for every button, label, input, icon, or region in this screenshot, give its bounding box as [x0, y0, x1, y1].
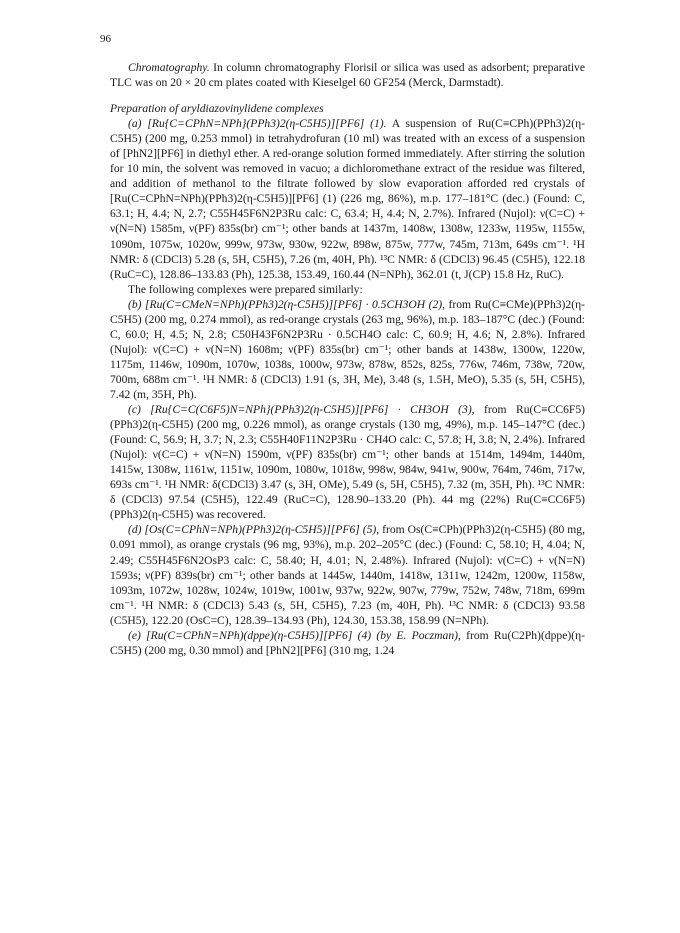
- entry-b-text: from Ru(C≡CMe)(PPh3)2(η-C5H5) (200 mg, 0.274 mmol), as red-orange crystals (263 mg, 96%), m.p. 183–187°C (dec.) (Found: C, 60.0; H, 4.5; N, 2.8; C50H43F6N2P3Ru · 0.5CH4O calc: C, 60.9; H, 4.6; N, 2.8%). Infrared (Nujol): ν(C=C) + ν(N=N) 1608m; ν(PF) 835s(br) cm⁻¹; other bands at 1438w, 1300w, 1220w, 1175m, 1146w, 1090m, 1070w, 1038s, 1000w, 973w, 878w, 852s, 825s, 776w, 746m, 738w, 720w, 700m, 688m cm⁻¹. ¹H NMR: δ (CDCl3) 1.91 (s, 3H, Me), 3.48 (s, 1.5H, MeO), 5.35 (s, 5H, C5H5), 7.42 (m, 35H, Ph).: [110, 297, 585, 401]
- chromatography-paragraph: [110, 60, 585, 90]
- entry-e-text: from Ru(C2Ph)(dppe)(η-C5H5) (200 mg, 0.30 mmol) and [PhN2][PF6] (310 mg, 1.24: [110, 628, 585, 657]
- entry-b-label: (b) [Ru(C=CMeN=NPh)(PPh3)2(η-C5H5)][PF6] · 0.5CH3OH (2),: [128, 297, 446, 311]
- entry-d-text: from Os(C≡CPh)(PPh3)2(η-C5H5) (80 mg, 0.091 mmol), as orange crystals (96 mg, 93%), m.p. 202–205°C (dec.) (Found: C, 58.10; H, 4.04; N, 2.49; C55H45F6N2OsP3 calc: C, 58.40; H, 4.01; N, 2.48%). Infrared (Nujol): ν(C=C) + ν(N=N) 1593s; ν(PF) 839s(br) cm⁻¹; other bands at 1445w, 1440m, 1418w, 1311w, 1242m, 1200w, 1158w, 1093m, 1072w, 1028w, 1024w, 1019w, 1001w, 937w, 922w, 907w, 779w, 752w, 748w, 718m, 699m cm⁻¹. ¹H NMR: δ (CDCl3) 5.43 (s, 5H, C5H5), 7.23 (m, 40H, Ph). ¹³C NMR: δ (CDCl3) 93.58 (C5H5), 122.20 (OsC=C), 128.39–134.93 (Ph), 124.30, 153.38, 158.99 (N=NPh).: [110, 523, 585, 627]
- entry-intro-text: The following complexes were prepared similarly:: [128, 282, 363, 296]
- entry-c-text: from Ru(C≡CC6F5)(PPh3)2(η-C5H5) (200 mg, 0.226 mmol), as orange crystals (130 mg, 49%), m.p. 145–147°C (dec.) (Found: C, 56.9; H, 3.7; N, 2.3; C55H40F11N2P3Ru · CH4O calc: C, 57.8; H, 3.8; N, 2.4%). Infrared (Nujol): ν(C=C) + ν(N=N) 1590m, ν(PF) 835s(br) cm⁻¹; other bands at 1514m, 1494m, 1440m, 1415w, 1308w, 1161w, 1151w, 1090m, 1080w, 1018w, 998w, 984w, 941w, 900w, 764m, 746m, 717w, 693s cm⁻¹. ¹H NMR: δ(CDCl3) 3.47 (s, 3H, OMe), 5.49 (s, 5H, C5H5), 7.32 (m, 35H, Ph). ¹³C NMR: δ (CDCl3) 97.54 (C5H5), 122.49 (RuC=C), 128.90–133.20 (Ph). 44 mg (22%) Ru(C≡CC6F5)(PPh3)2(η-C5H5) was recovered.: [110, 403, 585, 522]
- entry-d-label: (d) [Os(C=CPhN=NPh)(PPh3)2(η-C5H5)][PF6] (5),: [128, 523, 380, 537]
- entry-a: [110, 116, 585, 282]
- entry-e-label: (e) [Ru(C=CPhN=NPh)(dppe)(η-C5H5)][PF6] (4) (by E. Poczman),: [128, 628, 461, 642]
- body-text: [110, 60, 585, 658]
- page-number: 96: [100, 33, 111, 45]
- section-heading: Preparation of aryldiazovinylidene complexes: [110, 102, 324, 116]
- entry-c: [110, 402, 585, 522]
- chromatography-text: In column chromatography Florisil or silica was used as adsorbent; preparative TLC was on 20 × 20 cm plates coated with Kieselgel 60 GF254 (Merck, Darmstadt).: [110, 61, 585, 90]
- entry-intro: [110, 282, 585, 297]
- entry-c-label: (c) [Ru{C=C(C6F5)N=NPh}(PPh3)2(η-C5H5)][PF6] · CH3OH (3),: [128, 403, 475, 417]
- entry-e: [110, 628, 585, 658]
- entry-b: [110, 297, 585, 402]
- entry-a-text: A suspension of Ru(C≡CPh)(PPh3)2(η-C5H5) (200 mg, 0.253 mmol) in tetrahydrofuran (10 ml) was treated with an excess of a suspension of [PhN2][PF6] in diethyl ether. A red-orange solution formed immediately. After stirring the solution for 10 min, the solvent was removed in vacuo; a dichloromethane extract of the residue was filtered, and addition of methanol to the filtrate followed by slow evaporation afforded red crystals of [Ru(C=CPhN=NPh)(PPh3)2(η-C5H5)][PF6] (1) (226 mg, 86%), m.p. 177–181°C (dec.) (Found: C, 63.1; H, 4.4; N, 2.7; C55H45F6N2P3Ru calc: C, 63.4; H, 4.4; N, 2.7%). Infrared (Nujol): ν(C=C) + ν(N=N) 1585m, ν(PF) 835s(br) cm⁻¹; other bands at 1437m, 1408w, 1308w, 1233w, 1195w, 1155w, 1090m, 1075w, 1020w, 999w, 973w, 930w, 922w, 898w, 875w, 777w, 745m, 713m, 649s cm⁻¹. ¹H NMR: δ (CDCl3) 5.28 (s, 5H, C5H5), 7.26 (m, 40H, Ph). ¹³C NMR: δ (CDCl3) 96.45 (C5H5), 122.18 (RuC=C), 128.86–133.83 (Ph), 125.38, 153.49, 160.44 (N=NPh), 362.01 (t, J(CP) 15.8 Hz, RuC).: [110, 117, 585, 281]
- entry-d: [110, 522, 585, 627]
- entry-a-label: (a) [Ru{C=CPhN=NPh}(PPh3)2(η-C5H5)][PF6] (1).: [128, 117, 387, 131]
- chromatography-label: Chromatography.: [128, 61, 210, 74]
